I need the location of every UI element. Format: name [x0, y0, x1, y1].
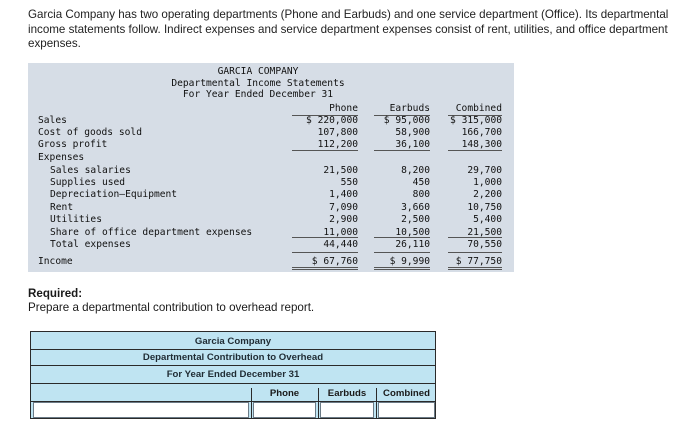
- statement-row-label: Depreciation—Equipment: [50, 189, 178, 200]
- statement-cell-combined: 166,700: [461, 127, 502, 138]
- statement-cell-phone: 1,400: [329, 189, 358, 200]
- required-text: Prepare a departmental contribution to overhead report.: [28, 300, 315, 314]
- required-section: [28, 287, 314, 314]
- report-title: Departmental Contribution to Overhead: [142, 352, 324, 363]
- statement-row-label: Utilities: [50, 214, 102, 225]
- statement-cell-earbuds: 8,200: [401, 165, 430, 176]
- statement-row-label: Cost of goods sold: [38, 127, 142, 138]
- statement-cell-combined: $ 315,000: [450, 115, 502, 126]
- statement-cell-earbuds: 58,900: [395, 127, 430, 138]
- statement-row-label: Rent: [50, 202, 74, 213]
- report-col-combined: Combined: [383, 388, 430, 399]
- statement-cell-earbuds: 2,500: [401, 214, 430, 225]
- statement-period: For Year Ended December 31: [182, 89, 334, 100]
- contribution-report-form: [30, 331, 436, 419]
- statement-cell-earbuds: 3,660: [401, 202, 430, 213]
- statement-cell-phone: 107,800: [317, 127, 358, 138]
- statement-cell-combined: $ 77,750: [455, 256, 502, 267]
- statement-row-label: Expenses: [38, 152, 85, 163]
- statement-cell-combined: 70,550: [467, 239, 502, 250]
- required-heading: Required:: [28, 287, 83, 300]
- statement-row-label: Share of office department expenses: [50, 227, 253, 238]
- col-header-earbuds: Earbuds: [389, 103, 430, 114]
- statement-cell-earbuds: 36,100: [395, 139, 430, 150]
- statement-cell-earbuds: $ 9,990: [389, 256, 430, 267]
- statement-cell-earbuds: 450: [412, 177, 430, 188]
- statement-cell-phone: 11,000: [323, 227, 358, 238]
- statement-cell-earbuds: 800: [412, 189, 430, 200]
- statement-cell-earbuds: $ 95,000: [383, 115, 430, 126]
- report-combined-input[interactable]: [378, 402, 435, 418]
- statement-cell-combined: 148,300: [461, 139, 502, 150]
- report-col-earbuds: Earbuds: [327, 388, 367, 399]
- statement-cell-phone: 550: [340, 177, 358, 188]
- report-period: For Year Ended December 31: [166, 369, 300, 380]
- problem-intro: Garcia Company has two operating departments (Phone and Earbuds) and one service department (Office). Its departmental income statements follow. Indirect expenses and service department expenses consist of rent, utilities, and office department expenses.: [28, 8, 669, 51]
- statement-company: GARCIA COMPANY: [217, 66, 299, 77]
- statement-row-label: Supplies used: [50, 177, 126, 188]
- statement-row-label: Income: [38, 256, 73, 267]
- statement-row-label: Gross profit: [38, 139, 108, 150]
- report-row-label-input[interactable]: [33, 402, 249, 418]
- statement-row-label: Sales salaries: [50, 165, 131, 176]
- statement-cell-combined: 1,000: [473, 177, 502, 188]
- statement-cell-phone: 2,900: [329, 214, 358, 225]
- statement-title: Departmental Income Statements: [171, 78, 345, 89]
- col-header-combined: Combined: [455, 103, 502, 114]
- statement-cell-phone: 112,200: [317, 139, 358, 150]
- statement-cell-combined: 10,750: [467, 202, 502, 213]
- report-earbuds-input[interactable]: [320, 402, 374, 418]
- statement-cell-combined: 2,200: [473, 189, 502, 200]
- statement-cell-earbuds: 10,500: [395, 227, 430, 238]
- statement-cell-phone: 44,440: [323, 239, 358, 250]
- col-header-phone: Phone: [329, 103, 358, 114]
- statement-cell-phone: $ 220,000: [306, 115, 358, 126]
- statement-cell-phone: 7,090: [329, 202, 358, 213]
- income-statement: [28, 63, 514, 272]
- statement-cell-combined: 5,400: [473, 214, 502, 225]
- statement-cell-combined: 29,700: [467, 165, 502, 176]
- statement-cell-phone: $ 67,760: [311, 256, 358, 267]
- report-col-phone: Phone: [269, 388, 300, 399]
- report-company: Garcia Company: [194, 336, 272, 347]
- statement-cell-phone: 21,500: [323, 165, 358, 176]
- statement-cell-earbuds: 26,110: [395, 239, 430, 250]
- statement-row-label: Total expenses: [50, 239, 131, 250]
- report-phone-input[interactable]: [253, 402, 316, 418]
- statement-row-label: Sales: [38, 115, 67, 126]
- statement-cell-combined: 21,500: [467, 227, 502, 238]
